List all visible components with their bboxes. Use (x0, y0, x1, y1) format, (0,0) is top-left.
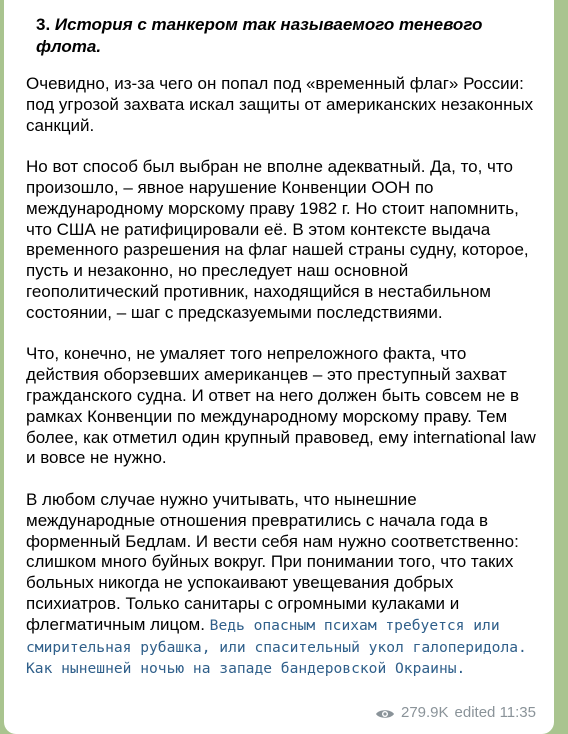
edited-time: edited 11:35 (454, 704, 536, 722)
title-number: 3. (36, 15, 55, 34)
paragraph-4-text: В любом случае нужно учитывать, что нынешние международные отношения превратились с начала года в форменный Бедлам. И вести себя нам нужно соответственно: слишком много буйных вокруг. При понимании того, что таких больных никогда не успокаивают увещевания добрых психиатров. Только санитары с огромными кулаками и флегматичным лицом. (26, 489, 519, 634)
paragraph-3: Что, конечно, не умаляет того непреложного факта, что действия оборзевших американцев – это преступный захват гражданского судна. И ответ на него должен быть совсем не в рамках Конвенции по международному морскому праву. Тем более, как отметил один крупный правовед, ему international law и вовсе не нужно. (26, 344, 536, 468)
post-title (26, 14, 536, 58)
message-meta (375, 703, 536, 724)
paragraph-4 (26, 490, 536, 680)
monospace-text: Ведь опасным психам требуется или смирительная рубашка, или спасительный укол галоперидола. Как нынешней ночью на западе бандеровской Окраины. (26, 616, 527, 678)
message-bubble (4, 0, 554, 734)
view-count: 279.9K (400, 704, 449, 722)
eye-icon (375, 708, 395, 720)
paragraph-1: Очевидно, из-за чего он попал под «временный флаг» России: под угрозой захвата искал защиты от американских незаконных санкций. (26, 74, 534, 135)
title-text: История с танкером так называемого теневого флота. (36, 15, 483, 56)
paragraph-2: Но вот способ был выбран не вполне адекватный. Да, то, что произошло, – явное нарушение Конвенции ООН по международному морскому праву 1982 г. Но стоит напомнить, что США не ратифицировали её. В этом контексте выдача временного разрешения на флаг нашей страны судну, которое, пусть и незаконно, но преследует наш основной геополитический противник, находящийся в нестабильном состоянии, – шаг с предсказуемыми последствиями. (26, 157, 529, 322)
